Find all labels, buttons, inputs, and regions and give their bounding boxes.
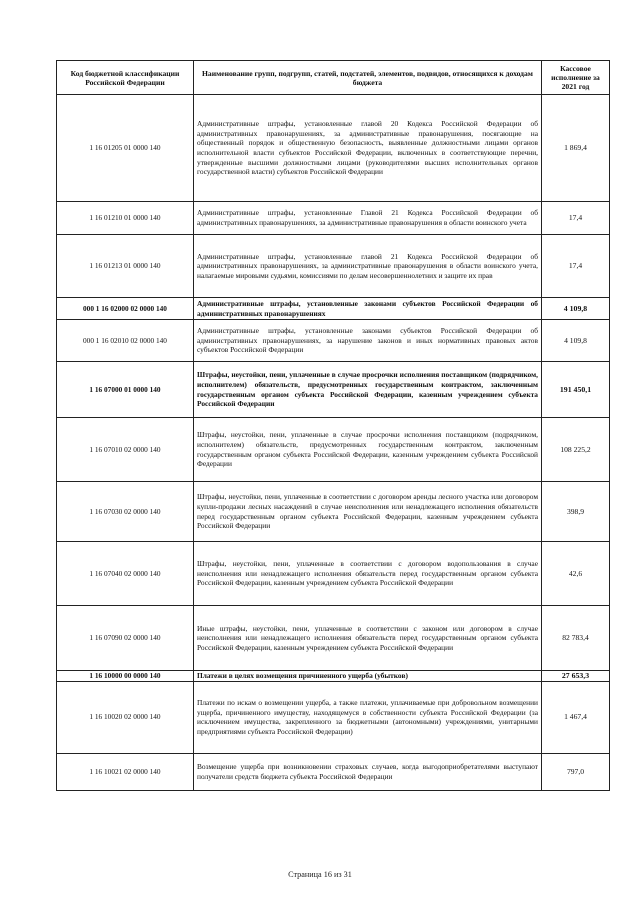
table-row [57, 671, 610, 682]
table-row [57, 95, 610, 202]
code-cell: 1 16 01210 01 0000 140 [57, 202, 194, 235]
table-row [57, 320, 610, 362]
table-row [57, 753, 610, 790]
amount-cell: 797,0 [542, 753, 610, 790]
table-row [57, 235, 610, 298]
amount-cell: 42,6 [542, 542, 610, 606]
name-cell: Штрафы, неустойки, пени, уплаченные в соответствии с договором водопользования в случае неисполнения или ненадлежащего исполнения обязательств перед государственным органом субъекта Российской Федерации, казенным учреждением субъекта Российской Федерации [194, 542, 542, 606]
amount-cell: 4 109,8 [542, 320, 610, 362]
table-row [57, 606, 610, 671]
code-cell: 1 16 07000 01 0000 140 [57, 362, 194, 418]
page-number: Страница 16 из 31 [288, 870, 352, 879]
amount-cell: 27 653,3 [542, 671, 610, 682]
header-code: Код бюджетной классификации Российской Федерации [57, 61, 194, 95]
name-cell: Платежи в целях возмещения причиненного ущерба (убытков) [194, 671, 542, 682]
amount-cell: 17,4 [542, 235, 610, 298]
code-cell: 1 16 07040 02 0000 140 [57, 542, 194, 606]
name-cell: Штрафы, неустойки, пени, уплаченные в случае просрочки исполнения поставщиком (подрядчиком, исполнителем) обязательств, предусмотренных государственным контрактом, заключенным государственным органом субъекта Российской Федерации, казенным учреждением субъекта Российской Федерации [194, 418, 542, 482]
code-cell: 1 16 07090 02 0000 140 [57, 606, 194, 671]
name-cell: Административные штрафы, установленные законами субъектов Российской Федерации об административных правонарушениях [194, 298, 542, 320]
amount-cell: 82 783,4 [542, 606, 610, 671]
amount-cell: 108 225,2 [542, 418, 610, 482]
amount-cell: 398,9 [542, 482, 610, 542]
table-row [57, 418, 610, 482]
table-row [57, 362, 610, 418]
table-row [57, 482, 610, 542]
code-cell: 1 16 10000 00 0000 140 [57, 671, 194, 682]
name-cell: Возмещение ущерба при возникновении страховых случаев, когда выгодоприобретателями выступают получатели средств бюджета субъекта Российской Федерации [194, 753, 542, 790]
amount-cell: 4 109,8 [542, 298, 610, 320]
name-cell: Административные штрафы, установленные Главой 21 Кодекса Российской Федерации об административных правонарушениях, за административные правонарушения в области воинского учета [194, 202, 542, 235]
name-cell: Административные штрафы, установленные главой 21 Кодекса Российской Федерации об административных правонарушениях, за административные правонарушения в области воинского учета, налагаемые мировыми судьями, комиссиями по делам несовершеннолетних и защите их прав [194, 235, 542, 298]
table-header-row [57, 61, 610, 95]
table-row [57, 298, 610, 320]
code-cell: 1 16 01205 01 0000 140 [57, 95, 194, 202]
name-cell: Иные штрафы, неустойки, пени, уплаченные в соответствии с законом или договором в случае неисполнения или ненадлежащего исполнения обязательств перед государственным органом субъекта Российской Федерации, казенным учреждением субъекта Российской Федерации [194, 606, 542, 671]
name-cell: Административные штрафы, установленные главой 20 Кодекса Российской Федерации об административных правонарушениях, за административные правонарушения, посягающие на общественный порядок и общественную безопасность, выявленные должностными лицами органов исполнительной власти субъектов Российской Федерации, включенных в соответствующие перечни, утвержденные высшими должностными лицами (руководителями высших исполнительных органов государственной власти) субъектов Российской Федерации [194, 95, 542, 202]
budget-table [56, 60, 610, 791]
header-name: Наименование групп, подгрупп, статей, подстатей, элементов, подвидов, относящихся к доходам бюджета [194, 61, 542, 95]
code-cell: 000 1 16 02000 02 0000 140 [57, 298, 194, 320]
name-cell: Административные штрафы, установленные законами субъектов Российской Федерации об административных правонарушениях, за нарушение законов и иных нормативных правовых актов субъектов Российской Федерации [194, 320, 542, 362]
document-page [56, 60, 609, 791]
code-cell: 1 16 07010 02 0000 140 [57, 418, 194, 482]
table-row [57, 202, 610, 235]
code-cell: 000 1 16 02010 02 0000 140 [57, 320, 194, 362]
code-cell: 1 16 10020 02 0000 140 [57, 681, 194, 753]
header-amount: Кассовое исполнение за 2021 год [542, 61, 610, 95]
code-cell: 1 16 01213 01 0000 140 [57, 235, 194, 298]
code-cell: 1 16 10021 02 0000 140 [57, 753, 194, 790]
amount-cell: 1 869,4 [542, 95, 610, 202]
amount-cell: 17,4 [542, 202, 610, 235]
table-row [57, 542, 610, 606]
name-cell: Штрафы, неустойки, пени, уплаченные в случае просрочки исполнения поставщиком (подрядчиком, исполнителем) обязательств, предусмотренных государственным контрактом, заключенным государственным органом субъекта Российской Федерации, казенным учреждением субъекта Российской Федерации [194, 362, 542, 418]
name-cell: Платежи по искам о возмещении ущерба, а также платежи, уплачиваемые при добровольном возмещении ущерба, причиненного имуществу, находящемуся в собственности субъекта Российской Федерации (за исключением имущества, закрепленного за бюджетными (автономными) учреждениями, унитарными предприятиями субъекта Российской Федерации) [194, 681, 542, 753]
table-row [57, 681, 610, 753]
table-body [57, 95, 610, 791]
amount-cell: 1 467,4 [542, 681, 610, 753]
code-cell: 1 16 07030 02 0000 140 [57, 482, 194, 542]
name-cell: Штрафы, неустойки, пени, уплаченные в соответствии с договором аренды лесного участка или договором купли-продажи лесных насаждений в случае неисполнения или ненадлежащего исполнения обязательств перед государственным органом субъекта Российской Федерации, казенным учреждением субъекта Российской Федерации [194, 482, 542, 542]
amount-cell: 191 450,1 [542, 362, 610, 418]
